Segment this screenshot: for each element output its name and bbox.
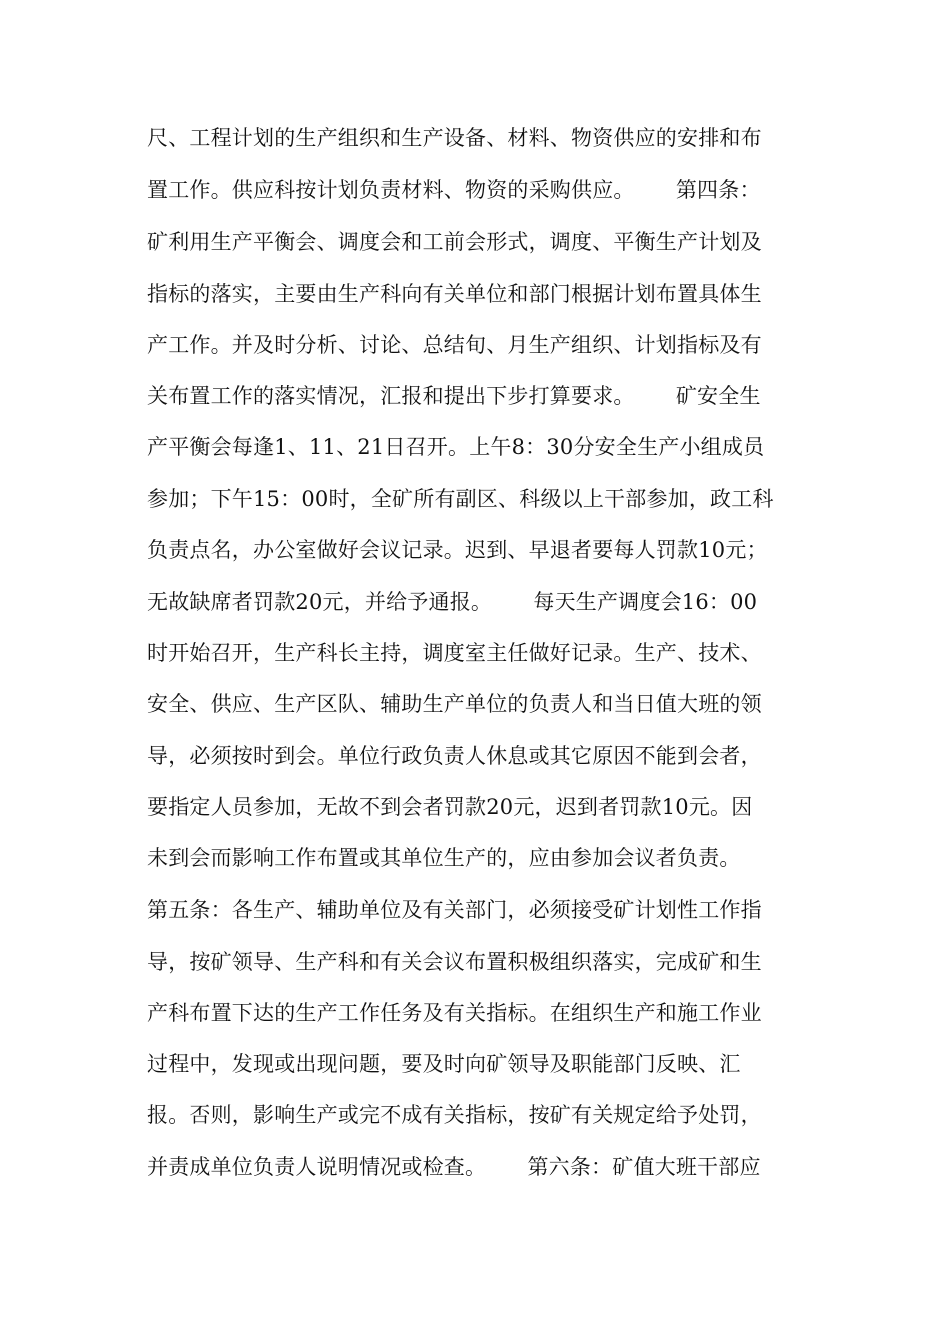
body-text-line: 要指定人员参加，无故不到会者罚款20元，迟到者罚款10元。因 bbox=[147, 795, 753, 819]
body-text-line: 产工作。并及时分析、讨论、总结旬、月生产组织、计划指标及有 bbox=[147, 333, 762, 357]
body-text-line: 导，必须按时到会。单位行政负责人休息或其它原因不能到会者， bbox=[147, 744, 762, 768]
body-text-line: 无故缺席者罚款20元，并给予通报。 每天生产调度会16：00 bbox=[147, 590, 758, 614]
body-text-line: 安全、供应、生产区队、辅助生产单位的负责人和当日值大班的领 bbox=[147, 692, 762, 716]
body-text-line: 导，按矿领导、生产科和有关会议布置积极组织落实，完成矿和生 bbox=[147, 950, 762, 974]
body-text-line: 过程中，发现或出现问题，要及时向矿领导及职能部门反映、汇 bbox=[147, 1052, 741, 1076]
body-text-line: 时开始召开，生产科长主持，调度室主任做好记录。生产、技术、 bbox=[147, 641, 762, 665]
body-text-line: 关布置工作的落实情况，汇报和提出下步打算要求。 矿安全生 bbox=[147, 384, 761, 408]
body-text-line: 尺、工程计划的生产组织和生产设备、材料、物资供应的安排和布 bbox=[147, 126, 762, 150]
body-text-line: 产平衡会每逢1、11、21日召开。上午8：30分安全生产小组成员 bbox=[147, 435, 765, 459]
body-text-line: 矿利用生产平衡会、调度会和工前会形式，调度、平衡生产计划及 bbox=[147, 230, 762, 254]
body-text-line: 负责点名，办公室做好会议记录。迟到、早退者要每人罚款10元； bbox=[147, 538, 768, 562]
body-text-line: 报。否则，影响生产或完不成有关指标，按矿有关规定给予处罚， bbox=[147, 1103, 762, 1127]
body-text-line: 指标的落实，主要由生产科向有关单位和部门根据计划布置具体生 bbox=[147, 282, 762, 306]
body-text-line: 参加；下午15：00时，全矿所有副区、科级以上干部参加，政工科 bbox=[147, 487, 774, 511]
body-text-line: 第五条：各生产、辅助单位及有关部门，必须接受矿计划性工作指 bbox=[147, 898, 762, 922]
body-text-line: 置工作。供应科按计划负责材料、物资的采购供应。 第四条： bbox=[147, 178, 761, 202]
body-text-line: 并责成单位负责人说明情况或检查。 第六条：矿值大班干部应 bbox=[147, 1155, 761, 1179]
body-text-line: 产科布置下达的生产工作任务及有关指标。在组织生产和施工作业 bbox=[147, 1001, 762, 1025]
body-text-line: 未到会而影响工作布置或其单位生产的，应由参加会议者负责。 bbox=[147, 846, 741, 870]
